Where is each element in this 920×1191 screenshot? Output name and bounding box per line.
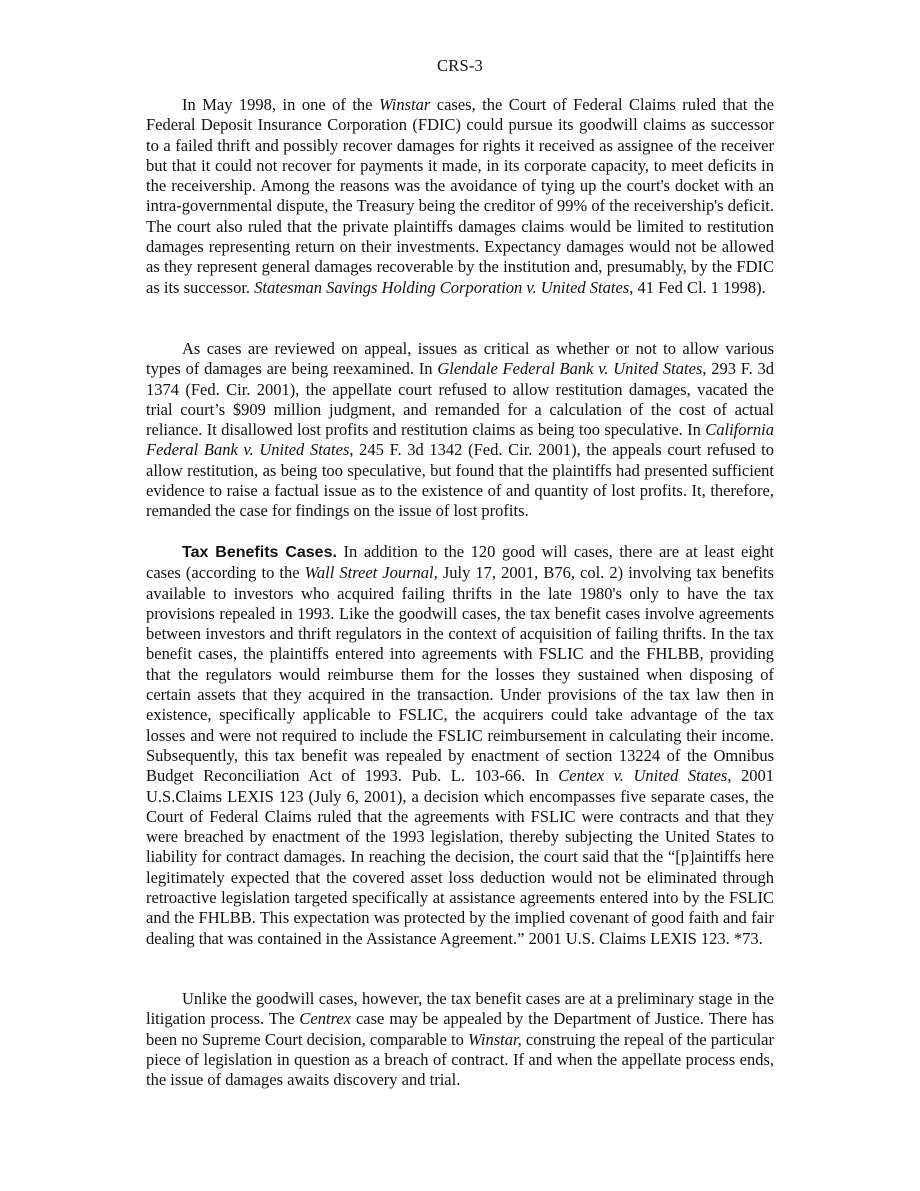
- text-span: construing the repeal of the particular piece of legislation in question as a breach of contract. If and when the appellate process ends, the issue of damages awaits discovery and trial.: [146, 1029, 775, 1090]
- paragraph-preliminary-stage: [146, 989, 774, 1090]
- case-citation: Statesman Savings Holding Corporation v. United States: [254, 277, 630, 297]
- text-span: , 245 F. 3d 1342 (Fed. Cir. 2001), the appeals court refused to allow restitution, as being too speculative, but found that the plaintiffs had presented sufficient evidence to raise a factual issue as to the existence of and quantity of lost profits. It, therefore, remanded the case for findings on the issue of lost profits.: [146, 440, 774, 521]
- publication-name: Wall Street Journal,: [304, 563, 438, 583]
- text-span: Unlike the goodwill cases, however, the tax benefit cases are at a preliminary stage in the litigation process. The: [146, 989, 774, 1029]
- section-heading: Tax Benefits Cases.: [182, 544, 337, 561]
- case-name: Centrex: [299, 1009, 352, 1029]
- text-span: case may be appealed by the Department of Justice. There has been no Supreme Court decision, comparable to: [146, 1009, 774, 1049]
- text-span: 2001 U.S.Claims LEXIS 123 (July 6, 2001), a decision which encompasses five separate cases, the Court of Federal Claims ruled that the agreements with FSLIC were contracts and that they were breached by enactment of the 1993 legislation, thereby subjecting the United States to liability for contract damages. In reaching the decision, the court said that the “[p]aintiffs here legitimately expected that the covered asset loss deduction would not be eliminated through retroactive legislation targeted specifically at assistance agreements entered into by the FSLIC and the FHLBB. This expectation was protected by the implied covenant of good faith and fair dealing that was contained in the Assistance Agreement.” 2001 U.S. Claims LEXIS 123. *73.: [146, 766, 775, 948]
- document-page: [146, 0, 774, 1191]
- case-name: Winstar,: [468, 1029, 522, 1049]
- page-header: CRS-3: [437, 56, 483, 75]
- paragraph-fdic-ruling: [146, 95, 774, 298]
- paragraph-tax-benefits: [146, 542, 774, 949]
- case-name: Winstar: [378, 95, 431, 114]
- text-span: , 293 F. 3d 1374 (Fed. Cir. 2001), the appellate court refused to allow restitution damages, vacated the trial court’s $909 million judgment, and remanded for a calculation of the cost of actual reliance. It disallowed lost profits and restitution claims as being too speculative. In: [146, 359, 774, 440]
- text-span: As cases are reviewed on appeal, issues as critical as whether or not to allow various types of damages are being reexamined. In: [146, 339, 774, 379]
- text-span: , 41 Fed Cl. 1 1998).: [629, 277, 766, 297]
- case-citation: California Federal Bank v. United States: [146, 420, 774, 460]
- case-citation: Centex v. United States,: [558, 766, 732, 786]
- text-span: July 17, 2001, B76, col. 2) involving tax benefits available to investors who acquired failing thrifts in the late 1980's only to have the tax provisions repealed in 1993. Like the goodwill cases, the tax benefit cases involve agreements between investors and thrift regulators in the context of acquisition of failing thrifts. In the tax benefit cases, the plaintiffs entered into agreements with FSLIC and the FHLBB, providing that the regulators would reimburse them for the losses they sustained when disposing of certain assets that they acquired in the transaction. Under provisions of the tax law then in existence, specifically applicable to FSLIC, the acquirers could take advantage of the tax losses and were not required to include the FSLIC reimbursement in calculating their income. Subsequently, this tax benefit was repealed by enactment of section 13224 of the Omnibus Budget Reconciliation Act of 1993. Pub. L. 103-66. In: [146, 563, 774, 786]
- text-span: cases, the Court of Federal Claims ruled that the Federal Deposit Insurance Corporation (FDIC) could pursue its goodwill claims as successor to a failed thrift and possibly recover damages for rights it received as assignee of the receiver but that it could not recover for payments it made, in its corporate capacity, to meet deficits in the receivership. Among the reasons was the avoidance of tying up the court's docket with an intra-governmental dispute, the Treasury being the creditor of 99% of the receivership's deficit. The court also ruled that the private plaintiffs damages claims would be limited to restitution damages representing return on their investments. Expectancy damages would not be allowed as they represent general damages recoverable by the institution and, presumably, by the FDIC as its successor.: [146, 95, 774, 297]
- text-span: In May 1998, in one of the: [182, 95, 379, 114]
- case-citation: Glendale Federal Bank v. United States: [437, 359, 703, 379]
- text-span: In addition to the 120 good will cases, there are at least eight cases (according to the: [146, 542, 774, 583]
- paragraph-appeals: [146, 339, 774, 522]
